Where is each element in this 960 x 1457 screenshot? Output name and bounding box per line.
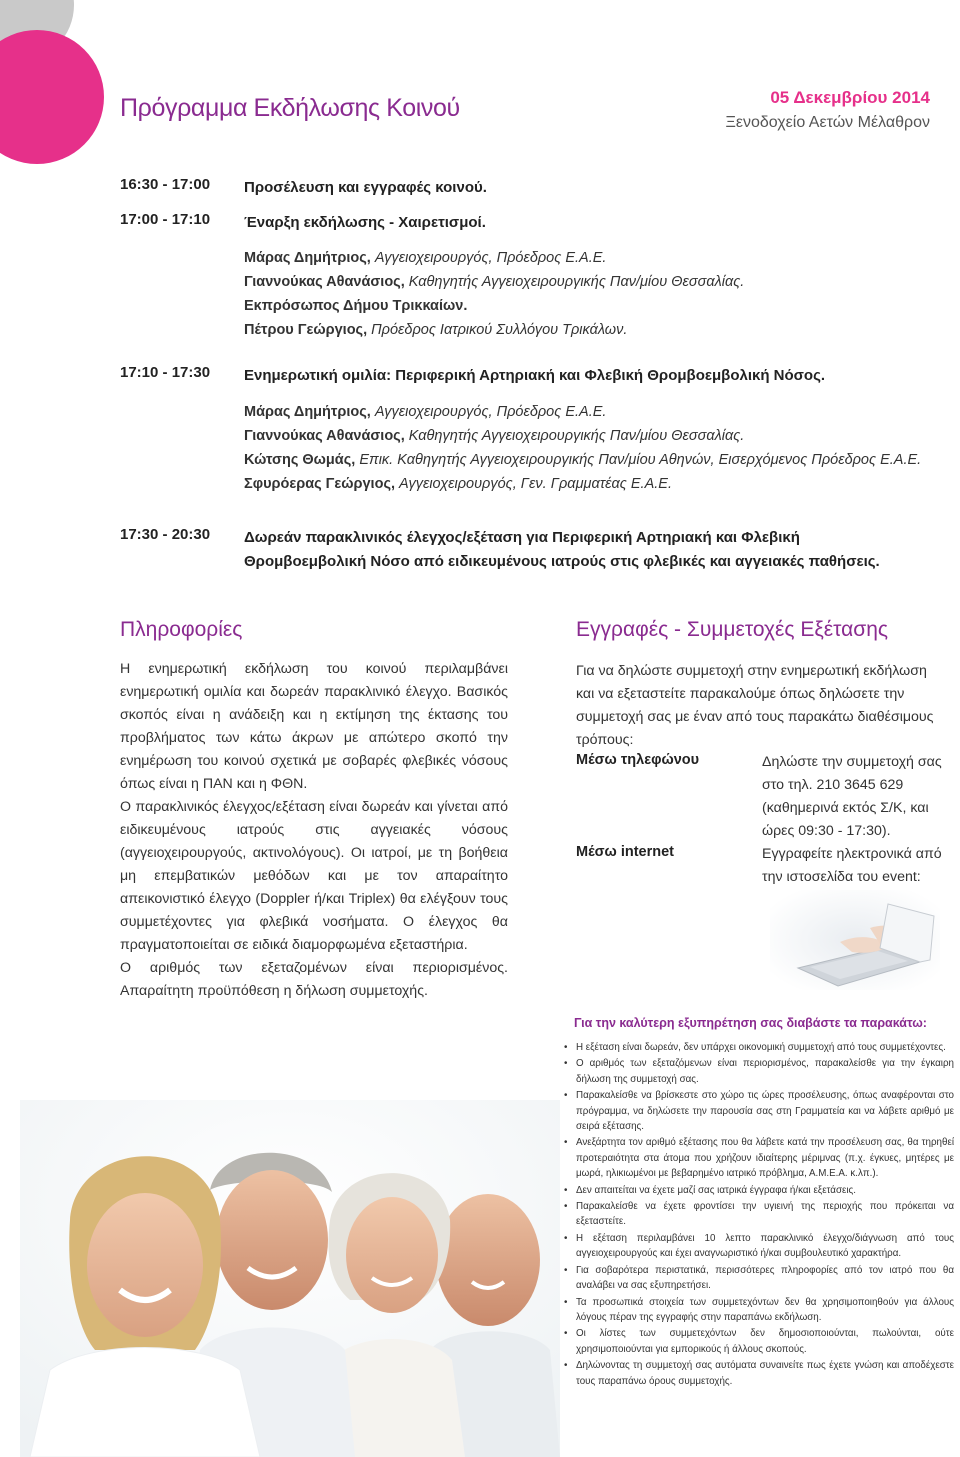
speaker-line: Γιαννούκας Αθανάσιος, Καθηγητής Αγγειοχειρουργικής Παν/μίου Θεσσαλίας. bbox=[244, 428, 745, 444]
program-text: Δωρεάν παρακλινικός έλεγχος/εξέταση για Περιφερική Αρτηριακή και Φλεβική Θρομβοεμβολική Νόσο από ειδικευμένους ιατρούς στις φλεβικές και αγγειακές παθήσεις. bbox=[244, 529, 880, 570]
page-title: Πρόγραμμα Εκδήλωσης Κοινού bbox=[120, 94, 460, 122]
speaker-line: Μάρας Δημήτριος, Αγγειοχειρουργός, Πρόεδρος Ε.Α.Ε. bbox=[244, 404, 607, 420]
tips-title: Για την καλύτερη εξυπηρέτηση σας διαβάστε τα παρακάτω: bbox=[574, 1016, 927, 1030]
tip-item: • Ανεξάρτητα τον αριθμό εξέτασης που θα λάβετε κατά την προσέλευση σας, θα τηρηθεί προτεραιότητα στα άτομα που χρήζουν ιδιαίτερης μέριμνας (π.χ. έγκυες, μητέρες με μωρά, ηλικιωμένοι με βεβαρημένο ιατρικό πρόβλημα, Α.Μ.Ε.Α. κ.λπ.). bbox=[560, 1135, 954, 1181]
speaker-line: Πέτρου Γεώργιος, Πρόεδρος Ιατρικού Συλλόγου Τρικάλων. bbox=[244, 322, 628, 338]
program-text: Ενημερωτική ομιλία: Περιφερική Αρτηριακή και Φλεβική Θρομβοεμβολική Νόσος. bbox=[244, 367, 826, 384]
speaker-line: Κώτσης Θωμάς, Επικ. Καθηγητής Αγγειοχειρουργικής Παν/μίου Αθηνών, Εισερχόμενος Πρόεδρος Ε.Α.Ε. bbox=[244, 452, 922, 468]
info-paragraph-1: Η ενημερωτική εκδήλωση του κοινού περιλαμβάνει ενημερωτική ομιλία και δωρεάν παρακλινικό έλεγχο. Βασικός σκοπός είναι η ανάδειξη και η εκτίμηση της έκτασης του προβλήματος των κάτω άκρων με απώτερο σκοπό την ενημέρωση του κοινού σχετικά με σοβαρές φλεβικές νόσους όπως είναι η ΠΑΝ και η ΦΘΝ. bbox=[120, 661, 508, 792]
info-paragraph-3: Ο αριθμός των εξεταζομένων είναι περιορισμένος. Απαραίτητη προϋπόθεση η δήλωση συμμετοχής. bbox=[120, 960, 508, 999]
tips-list bbox=[560, 1040, 954, 1390]
phone-label: Μέσω τηλεφώνου bbox=[576, 752, 700, 768]
registration-intro: Για να δηλώστε συμμετοχή στην ενημερωτική εκδήλωση και να εξεταστείτε παρακαλούμε όπως δηλώσετε την συμμετοχή σας με έναν από τους παρακάτω διαθέσιμους τρόπους: bbox=[576, 663, 934, 748]
phone-text: Δηλώστε την συμμετοχή σας στο τηλ. 210 3645 629 (καθημερινά εκτός Σ/Κ, και ώρες 09:30 - 17:30). bbox=[762, 754, 942, 839]
decor-pink-circle bbox=[0, 30, 104, 164]
tip-item: • Δηλώνοντας τη συμμετοχή σας αυτόματα συναινείτε πως έχετε γνώση και αποδέχεστε τους παραπάνω όρους συμμετοχής. bbox=[560, 1358, 954, 1389]
tip-item: • Η εξέταση είναι δωρεάν, δεν υπάρχει οικονομική συμμετοχή από τους συμμετέχοντες. bbox=[560, 1040, 954, 1055]
program-time: 17:00 - 17:10 bbox=[120, 211, 211, 228]
speaker-line: Μάρας Δημήτριος, Αγγειοχειρουργός, Πρόεδρος Ε.Α.Ε. bbox=[244, 250, 607, 266]
seniors-group-photo bbox=[20, 1100, 560, 1457]
program-time: 16:30 - 17:00 bbox=[120, 176, 211, 193]
program-time: 17:30 - 20:30 bbox=[120, 526, 211, 543]
speaker-line: Εκπρόσωπος Δήμου Τρικκαίων. bbox=[244, 298, 468, 314]
speaker-line: Σφυρόερας Γεώργιος, Αγγειοχειρουργός, Γεν. Γραμματέας Ε.Α.Ε. bbox=[244, 476, 672, 492]
program-time: 17:10 - 17:30 bbox=[120, 364, 211, 381]
program-text: Προσέλευση και εγγραφές κοινού. bbox=[244, 179, 487, 196]
laptop-typing-image bbox=[770, 890, 940, 990]
web-text: Εγγραφείτε ηλεκτρονικά από την ιστοσελίδα του event: bbox=[762, 846, 942, 885]
registration-title: Εγγραφές - Συμμετοχές Εξέτασης bbox=[576, 618, 889, 641]
tip-item: • Παρακαλείσθε να βρίσκεστε στο χώρο τις ώρες προσέλευσης, όπως αναφέρονται στο πρόγραμμα, να δηλώσετε την παρουσία σας στη Γραμματεία και να λάβετε αριθμό με σειρά εξέτασης. bbox=[560, 1088, 954, 1134]
event-date: 05 Δεκεμβρίου 2014 bbox=[770, 88, 930, 107]
info-title: Πληροφορίες bbox=[120, 618, 243, 641]
tip-item: • Η εξέταση περιλαμβάνει 10 λεπτο παρακλινικό έλεγχο/διάγνωση από τους αγγειοχειρουργούς και έχει αναγνωριστικό ή/και συμβουλευτικό χαρακτήρα. bbox=[560, 1231, 954, 1262]
opening-speakers bbox=[244, 246, 934, 342]
tip-item: • Οι λίστες των συμμετεχόντων δεν δημοσιοποιούνται, πωλούνται, ούτε χρησιμοποιούνται για εμπορικούς ή άλλους σκοπούς. bbox=[560, 1326, 954, 1357]
tip-item: • Τα προσωπικά στοιχεία των συμμετεχόντων δεν θα χρησιμοποιηθούν για άλλους λόγους πέραν της εγγραφής στην παραπάνω εκδήλωση. bbox=[560, 1295, 954, 1326]
speaker-line: Γιαννούκας Αθανάσιος, Καθηγητής Αγγειοχειρουργικής Παν/μίου Θεσσαλίας. bbox=[244, 274, 745, 290]
program-text: Έναρξη εκδήλωσης - Χαιρετισμοί. bbox=[244, 214, 486, 231]
event-venue: Ξενοδοχείο Αετών Μέλαθρον bbox=[725, 114, 930, 131]
talk-speakers bbox=[244, 400, 934, 496]
tip-item: • Για σοβαρότερα περιστατικά, περισσότερες πληροφορίες από τον ιατρό που θα αναλάβει να σας εξυπηρετήσει. bbox=[560, 1263, 954, 1294]
tip-item: • Δεν απαιτείται να έχετε μαζί σας ιατρικά έγγραφα ή/και εξετάσεις. bbox=[560, 1183, 954, 1198]
tip-item: • Ο αριθμός των εξεταζόμενων είναι περιορισμένος, παρακαλείσθε για την έγκαιρη δήλωση της συμμετοχή σας. bbox=[560, 1056, 954, 1087]
info-paragraph-2: Ο παρακλινικός έλεγχος/εξέταση είναι δωρεάν και γίνεται από ειδικευμένους ιατρούς στις αγγειακές νόσους (αγγειοχειρουργούς, ακτινολόγους). Οι ιατροί, με τη βοήθεια μη επεμβατικών μεθόδων και με τον απαραίτητο απεικονιστικό έλεγχο (Doppler ή/και Triplex) θα ελέγξουν τους συμμετέχοντες για φλεβικά νοσήματα. Ο έλεγχος θα πραγματοποιείται σε ειδικά διαμορφωμένα εξεταστήρια. bbox=[120, 799, 508, 953]
tip-item: • Παρακαλείσθε να έχετε φροντίσει την υγιεινή της περιοχής που πρόκειται να εξεταστείτε. bbox=[560, 1199, 954, 1230]
web-label: Μέσω internet bbox=[576, 844, 674, 860]
